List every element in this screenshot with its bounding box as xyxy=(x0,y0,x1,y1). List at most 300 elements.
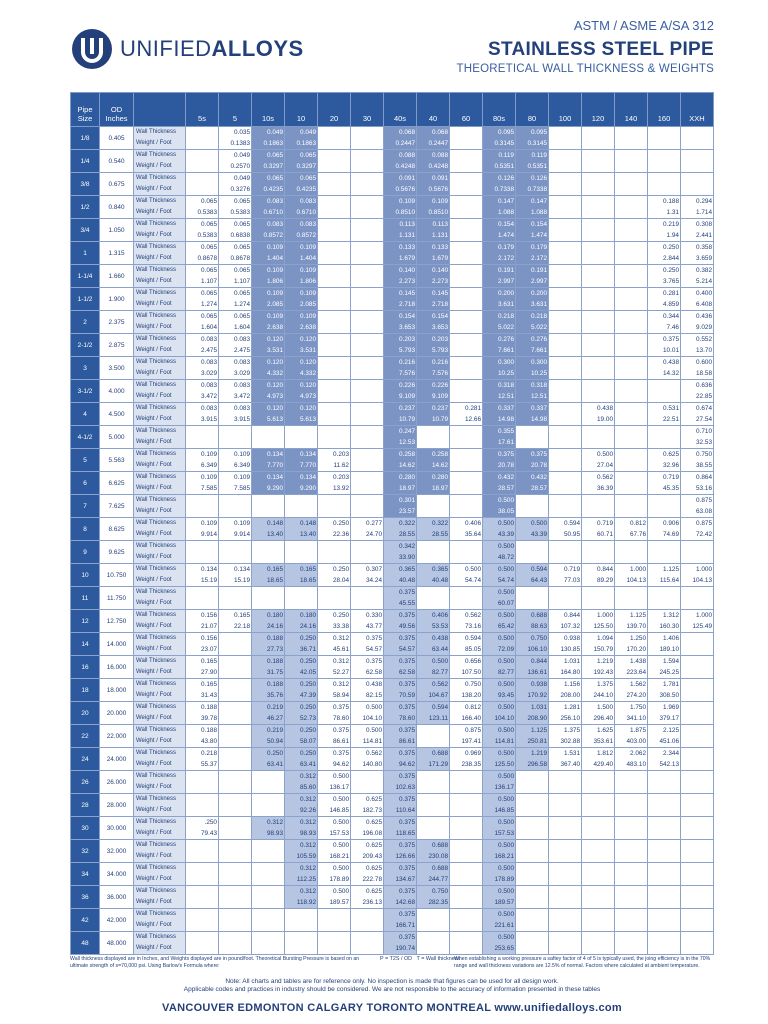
wall-thickness-value xyxy=(549,219,582,231)
wall-thickness-value: 0.864 xyxy=(681,472,714,484)
wall-thickness-value xyxy=(450,380,483,392)
weight-value xyxy=(351,552,384,564)
weight-value xyxy=(615,552,648,564)
weight-value: 49.56 xyxy=(384,621,417,633)
wall-thickness-value xyxy=(417,771,450,783)
weight-value: 4.332 xyxy=(285,368,318,380)
weight-value: 18.97 xyxy=(384,483,417,495)
table-row xyxy=(71,748,714,760)
weight-value xyxy=(582,506,615,518)
wall-thickness-value xyxy=(450,196,483,208)
wall-thickness-value xyxy=(549,541,582,553)
weight-value: 94.62 xyxy=(384,759,417,771)
weight-value xyxy=(318,207,351,219)
wall-thickness-value: 0.375 xyxy=(384,909,417,921)
weight-value: 33.90 xyxy=(384,552,417,564)
weight-value xyxy=(351,345,384,357)
wall-thickness-value xyxy=(219,633,252,645)
wall-thickness-value: 0.113 xyxy=(417,219,450,231)
weight-value xyxy=(648,897,681,909)
wall-thickness-value xyxy=(582,863,615,875)
wall-thickness-value: 1.781 xyxy=(648,679,681,691)
weight-value: 2.441 xyxy=(681,230,714,242)
weight-value: 27.04 xyxy=(582,460,615,472)
weight-value xyxy=(582,943,615,955)
weight-value: 40.48 xyxy=(417,575,450,587)
weight-value: 53.16 xyxy=(681,483,714,495)
wall-thickness-value: 0.200 xyxy=(483,288,516,300)
weight-value: 72.42 xyxy=(681,529,714,541)
wall-thickness-value xyxy=(516,932,549,944)
weight-value xyxy=(648,184,681,196)
weight-value: 146.85 xyxy=(483,805,516,817)
weight-value: 114.81 xyxy=(351,736,384,748)
wall-thickness-value xyxy=(450,449,483,461)
wall-thickness-value xyxy=(450,541,483,553)
weight-label: Weight / Foot xyxy=(134,805,186,817)
wall-thickness-value: 0.250 xyxy=(318,518,351,530)
wall-thickness-value: 0.300 xyxy=(483,357,516,369)
od-cell: 4.500 xyxy=(100,403,134,426)
wall-thickness-value xyxy=(318,357,351,369)
weight-value: 17.61 xyxy=(483,437,516,449)
weight-value: 112.25 xyxy=(285,874,318,886)
weight-label: Weight / Foot xyxy=(134,253,186,265)
wall-thickness-value xyxy=(648,127,681,139)
wall-thickness-value: 1.531 xyxy=(549,748,582,760)
table-row xyxy=(71,460,714,472)
wall-thickness-value: 0.375 xyxy=(384,656,417,668)
wall-thickness-value: 0.250 xyxy=(285,702,318,714)
wall-thickness-value xyxy=(681,909,714,921)
units-note: Wall thickness displayed are in Inches, and Weights displayed are in pound/foot. Theoretical Bursting Pressure is based on an ultimate strength of s=70,000 psi. Using Barlow's Formula where: xyxy=(70,956,360,969)
weight-value xyxy=(549,828,582,840)
wall-thickness-value: 0.065 xyxy=(186,242,219,254)
wall-thickness-label: Wall Thickness xyxy=(134,932,186,944)
weight-value: 12.51 xyxy=(483,391,516,403)
wall-thickness-value xyxy=(549,886,582,898)
weight-value: 6.408 xyxy=(681,299,714,311)
weight-value: 0.5383 xyxy=(186,230,219,242)
weight-value xyxy=(549,184,582,196)
weight-value xyxy=(681,805,714,817)
wall-thickness-value: 0.154 xyxy=(417,311,450,323)
weight-value: 102.63 xyxy=(384,782,417,794)
table-row xyxy=(71,794,714,806)
wall-thickness-value: 0.145 xyxy=(384,288,417,300)
wall-thickness-value: 0.083 xyxy=(219,334,252,346)
weight-value xyxy=(285,506,318,518)
wall-thickness-value xyxy=(417,817,450,829)
wall-thickness-value: 0.203 xyxy=(318,472,351,484)
wall-thickness-value: 0.065 xyxy=(186,196,219,208)
brand-logo xyxy=(70,27,304,71)
weight-value xyxy=(516,782,549,794)
weight-value: 9.109 xyxy=(384,391,417,403)
wall-thickness-value: 0.330 xyxy=(351,610,384,622)
weight-value xyxy=(516,437,549,449)
weight-value xyxy=(219,713,252,725)
weight-value: 63.41 xyxy=(252,759,285,771)
weight-value: 1.714 xyxy=(681,207,714,219)
wall-thickness-value xyxy=(582,265,615,277)
wall-thickness-value: 0.375 xyxy=(384,587,417,599)
wall-thickness-value: 0.180 xyxy=(285,610,318,622)
weight-value xyxy=(615,391,648,403)
brand-wordmark xyxy=(120,36,304,62)
wall-thickness-value: 1.219 xyxy=(516,748,549,760)
weight-value: 70.59 xyxy=(384,690,417,702)
wall-thickness-value xyxy=(450,794,483,806)
weight-value: 178.89 xyxy=(483,874,516,886)
weight-value: 250.81 xyxy=(516,736,549,748)
wall-thickness-value: 0.120 xyxy=(252,403,285,415)
weight-value xyxy=(582,184,615,196)
weight-value xyxy=(582,598,615,610)
wall-thickness-value: 0.250 xyxy=(285,656,318,668)
wall-thickness-value xyxy=(318,541,351,553)
pipe-size-cell: 5 xyxy=(71,449,100,472)
wall-thickness-value: 1.000 xyxy=(681,564,714,576)
weight-value xyxy=(549,299,582,311)
weight-value xyxy=(351,483,384,495)
weight-value: 221.61 xyxy=(483,920,516,932)
wall-thickness-value xyxy=(582,242,615,254)
wall-thickness-value: 0.218 xyxy=(516,311,549,323)
table-row xyxy=(71,345,714,357)
wall-thickness-value xyxy=(681,127,714,139)
wall-thickness-value: 0.133 xyxy=(417,242,450,254)
wall-thickness-value: 0.562 xyxy=(417,679,450,691)
wall-thickness-value xyxy=(582,794,615,806)
table-row xyxy=(71,564,714,576)
pipe-size-cell: 24 xyxy=(71,748,100,771)
wall-thickness-value: 0.109 xyxy=(285,288,318,300)
weight-value xyxy=(450,207,483,219)
od-cell: 0.540 xyxy=(100,150,134,173)
wall-thickness-value: 0.375 xyxy=(351,656,384,668)
wall-thickness-value xyxy=(648,886,681,898)
wall-thickness-value: 1.094 xyxy=(582,633,615,645)
wall-thickness-label: Wall Thickness xyxy=(134,679,186,691)
weight-value: 4.859 xyxy=(648,299,681,311)
weight-value xyxy=(450,184,483,196)
weight-value xyxy=(450,276,483,288)
weight-value xyxy=(186,437,219,449)
weight-value xyxy=(219,437,252,449)
weight-value: 7.46 xyxy=(648,322,681,334)
weight-value: 54.74 xyxy=(483,575,516,587)
od-cell: 10.750 xyxy=(100,564,134,587)
pipe-size-cell: 11 xyxy=(71,587,100,610)
pipe-size-cell: 2-1/2 xyxy=(71,334,100,357)
wall-thickness-label: Wall Thickness xyxy=(134,863,186,875)
weight-value: 196.08 xyxy=(351,828,384,840)
wall-thickness-value: 0.250 xyxy=(285,725,318,737)
weight-value: 178.89 xyxy=(318,874,351,886)
wall-thickness-value: 0.134 xyxy=(285,449,318,461)
wall-thickness-value xyxy=(450,817,483,829)
weight-value xyxy=(549,598,582,610)
weight-value: 110.64 xyxy=(384,805,417,817)
wall-thickness-value: 0.250 xyxy=(648,265,681,277)
wall-thickness-value: 0.083 xyxy=(186,334,219,346)
weight-value: 104.13 xyxy=(681,575,714,587)
table-row xyxy=(71,322,714,334)
wall-thickness-value: 0.109 xyxy=(252,242,285,254)
weight-value xyxy=(351,437,384,449)
weight-label: Weight / Foot xyxy=(134,207,186,219)
wall-thickness-value xyxy=(615,127,648,139)
wall-thickness-value xyxy=(318,150,351,162)
weight-value xyxy=(516,874,549,886)
wall-thickness-value: 0.500 xyxy=(483,610,516,622)
weight-value xyxy=(351,161,384,173)
wall-thickness-value xyxy=(186,587,219,599)
wall-thickness-value: 0.165 xyxy=(285,564,318,576)
header-schedule: 10 xyxy=(285,93,318,127)
wall-thickness-value xyxy=(615,794,648,806)
weight-value: 12.66 xyxy=(450,414,483,426)
pipe-size-cell: 2 xyxy=(71,311,100,334)
wall-thickness-value xyxy=(516,909,549,921)
table-row xyxy=(71,644,714,656)
wall-thickness-value: 0.109 xyxy=(384,196,417,208)
weight-value xyxy=(252,851,285,863)
wall-thickness-value xyxy=(252,426,285,438)
weight-value xyxy=(252,782,285,794)
weight-value: 63.41 xyxy=(285,759,318,771)
weight-value xyxy=(351,253,384,265)
wall-thickness-value: 0.109 xyxy=(219,518,252,530)
weight-value xyxy=(219,552,252,564)
weight-value: 0.1863 xyxy=(252,138,285,150)
pipe-size-cell: 7 xyxy=(71,495,100,518)
wall-thickness-value: 0.133 xyxy=(384,242,417,254)
weight-value: 1.088 xyxy=(483,207,516,219)
weight-value: 1.274 xyxy=(219,299,252,311)
wall-thickness-value: 0.091 xyxy=(417,173,450,185)
weight-label: Weight / Foot xyxy=(134,299,186,311)
weight-value: 27.54 xyxy=(681,414,714,426)
wall-thickness-value xyxy=(549,909,582,921)
weight-value: 118.92 xyxy=(285,897,318,909)
weight-value: 48.72 xyxy=(483,552,516,564)
weight-value: 92.26 xyxy=(285,805,318,817)
wall-thickness-value xyxy=(450,127,483,139)
weight-value: 33.38 xyxy=(318,621,351,633)
weight-value: 2.085 xyxy=(285,299,318,311)
pipe-size-cell: 30 xyxy=(71,817,100,840)
wall-thickness-value xyxy=(351,403,384,415)
weight-value xyxy=(549,253,582,265)
wall-thickness-value: 0.147 xyxy=(483,196,516,208)
weight-value: 164.80 xyxy=(549,667,582,679)
wall-thickness-value: 0.500 xyxy=(483,633,516,645)
weight-value: 150.79 xyxy=(582,644,615,656)
weight-value: 58.94 xyxy=(318,690,351,702)
header-schedule: XXH xyxy=(681,93,714,127)
wall-thickness-value xyxy=(549,495,582,507)
wall-thickness-value xyxy=(351,771,384,783)
weight-value xyxy=(681,874,714,886)
wall-thickness-value: 0.500 xyxy=(450,564,483,576)
wall-thickness-value: 0.300 xyxy=(516,357,549,369)
wall-thickness-value: 0.406 xyxy=(417,610,450,622)
table-row xyxy=(71,403,714,415)
wall-thickness-value xyxy=(681,748,714,760)
weight-value: 0.7338 xyxy=(516,184,549,196)
weight-value xyxy=(615,207,648,219)
wall-thickness-value xyxy=(219,817,252,829)
weight-value xyxy=(450,782,483,794)
weight-value xyxy=(318,552,351,564)
wall-thickness-value xyxy=(351,909,384,921)
od-cell: 30.000 xyxy=(100,817,134,840)
wall-thickness-value: 2.344 xyxy=(648,748,681,760)
weight-value xyxy=(351,230,384,242)
weight-value xyxy=(681,713,714,725)
brand-light: UNIFIED xyxy=(120,36,212,61)
weight-value xyxy=(186,506,219,518)
wall-thickness-value: 0.322 xyxy=(384,518,417,530)
weight-value xyxy=(516,506,549,518)
wall-thickness-value xyxy=(615,265,648,277)
table-row xyxy=(71,909,714,921)
weight-value xyxy=(516,598,549,610)
wall-thickness-value: 0.500 xyxy=(483,725,516,737)
wall-thickness-value: 0.344 xyxy=(648,311,681,323)
weight-value: 50.94 xyxy=(252,736,285,748)
weight-value xyxy=(648,598,681,610)
wall-thickness-value: 0.500 xyxy=(318,863,351,875)
wall-thickness-value xyxy=(318,265,351,277)
wall-thickness-value: 0.120 xyxy=(252,334,285,346)
weight-value: 89.29 xyxy=(582,575,615,587)
header-schedule: 5 xyxy=(219,93,252,127)
weight-value: 138.20 xyxy=(450,690,483,702)
weight-value: 7.770 xyxy=(285,460,318,472)
wall-thickness-value: 0.140 xyxy=(417,265,450,277)
wall-thickness-label: Wall Thickness xyxy=(134,472,186,484)
wall-thickness-value xyxy=(219,725,252,737)
weight-value xyxy=(318,598,351,610)
od-cell: 34.000 xyxy=(100,863,134,886)
weight-value xyxy=(318,506,351,518)
wall-thickness-value xyxy=(252,587,285,599)
wall-thickness-value: 0.337 xyxy=(516,403,549,415)
wall-thickness-value xyxy=(681,794,714,806)
weight-value: 1.604 xyxy=(186,322,219,334)
wall-thickness-value: 0.656 xyxy=(450,656,483,668)
pipe-size-cell: 22 xyxy=(71,725,100,748)
wall-thickness-value: 0.337 xyxy=(483,403,516,415)
weight-value: 123.11 xyxy=(417,713,450,725)
weight-value xyxy=(582,230,615,242)
wall-thickness-value xyxy=(549,771,582,783)
weight-label: Weight / Foot xyxy=(134,391,186,403)
wall-thickness-value: 0.109 xyxy=(252,265,285,277)
od-cell: 20.000 xyxy=(100,702,134,725)
weight-value xyxy=(681,184,714,196)
weight-value xyxy=(318,161,351,173)
weight-value xyxy=(450,230,483,242)
table-row xyxy=(71,782,714,794)
wall-thickness-value xyxy=(252,541,285,553)
weight-value: 9.290 xyxy=(252,483,285,495)
wall-thickness-value: 0.688 xyxy=(417,748,450,760)
weight-value: 1.474 xyxy=(516,230,549,242)
weight-value xyxy=(549,276,582,288)
wall-thickness-value xyxy=(648,173,681,185)
od-cell: 26.000 xyxy=(100,771,134,794)
pipe-size-cell: 1 xyxy=(71,242,100,265)
wall-thickness-value: 0.068 xyxy=(417,127,450,139)
weight-value: 190.74 xyxy=(384,943,417,955)
weight-value xyxy=(516,552,549,564)
header-schedule: 30 xyxy=(351,93,384,127)
wall-thickness-value xyxy=(516,426,549,438)
weight-value: 104.13 xyxy=(615,575,648,587)
wall-thickness-value: 1.281 xyxy=(549,702,582,714)
weight-value: 236.13 xyxy=(351,897,384,909)
wall-thickness-value: 0.148 xyxy=(252,518,285,530)
weight-value: 28.57 xyxy=(483,483,516,495)
weight-value: 2.718 xyxy=(384,299,417,311)
wall-thickness-value xyxy=(285,495,318,507)
wall-thickness-value: 0.119 xyxy=(516,150,549,162)
wall-thickness-value: 0.203 xyxy=(384,334,417,346)
table-row xyxy=(71,161,714,173)
table-row xyxy=(71,621,714,633)
weight-value xyxy=(615,414,648,426)
wall-thickness-value xyxy=(450,357,483,369)
wall-thickness-value xyxy=(648,817,681,829)
wall-thickness-value xyxy=(318,909,351,921)
wall-thickness-value xyxy=(219,794,252,806)
wall-thickness-value: 0.375 xyxy=(384,702,417,714)
wall-thickness-value: 0.165 xyxy=(186,656,219,668)
wall-thickness-value xyxy=(186,771,219,783)
table-row xyxy=(71,529,714,541)
weight-label: Weight / Foot xyxy=(134,736,186,748)
wall-thickness-value: 1.875 xyxy=(615,725,648,737)
table-row xyxy=(71,679,714,691)
weight-value xyxy=(582,782,615,794)
wall-thickness-value xyxy=(450,771,483,783)
weight-value xyxy=(582,874,615,886)
wall-thickness-label: Wall Thickness xyxy=(134,817,186,829)
wall-thickness-value: 0.375 xyxy=(516,449,549,461)
weight-value xyxy=(648,391,681,403)
wall-thickness-value: 0.500 xyxy=(483,702,516,714)
table-row xyxy=(71,932,714,944)
wall-thickness-label: Wall Thickness xyxy=(134,219,186,231)
wall-thickness-value: 0.049 xyxy=(285,127,318,139)
wall-thickness-value xyxy=(516,817,549,829)
weight-value xyxy=(285,943,318,955)
wall-thickness-value xyxy=(351,127,384,139)
wall-thickness-value xyxy=(582,288,615,300)
wall-thickness-value xyxy=(450,242,483,254)
table-row xyxy=(71,598,714,610)
weight-value: 5.214 xyxy=(681,276,714,288)
weight-value xyxy=(549,230,582,242)
weight-value: 79.43 xyxy=(186,828,219,840)
table-row xyxy=(71,702,714,714)
wall-thickness-value xyxy=(681,541,714,553)
wall-thickness-value: 0.438 xyxy=(417,633,450,645)
